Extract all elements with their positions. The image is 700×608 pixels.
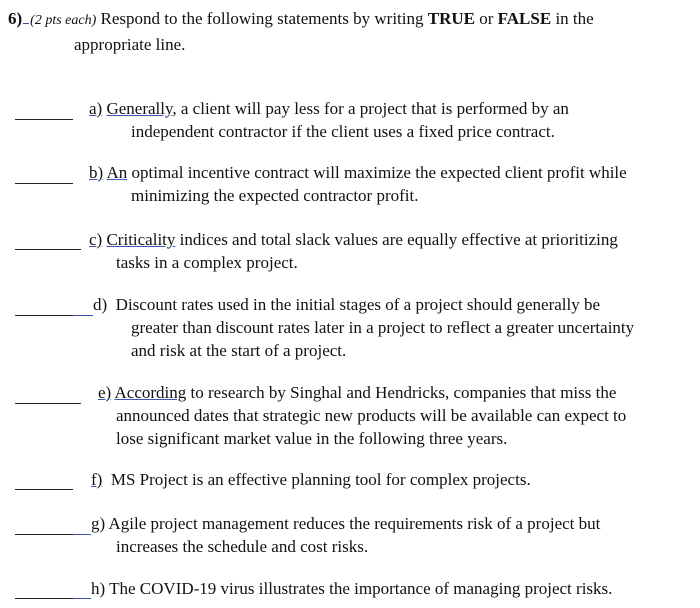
label-f: f) — [91, 470, 103, 489]
true-word: TRUE — [427, 9, 475, 28]
false-word: FALSE — [497, 9, 552, 28]
statement-h-line1: The COVID-19 virus illustrates the importance of managing project risks. — [109, 579, 613, 598]
label-c: c) — [89, 230, 103, 249]
answer-line-h-ext — [73, 598, 91, 599]
lead-word-e: According — [114, 383, 187, 402]
statement-c-line1: indices and total slack values are equally effective at prioritizing — [179, 230, 618, 249]
statement-b-line1: optimal incentive contract will maximize the expected client profit while — [131, 163, 627, 182]
header-line-2: appropriate line. — [74, 35, 186, 54]
answer-line-d-ext — [73, 315, 93, 316]
statement-e-line3: lose significant market value in the following three years. — [116, 429, 508, 448]
statement-f-line1: MS Project is an effective planning tool for complex projects. — [110, 470, 531, 489]
or-word: or — [479, 9, 494, 28]
statement-e-line1: to research by Singhal and Hendricks, companies that miss the — [190, 383, 617, 402]
statement-a-line2: independent contractor if the client uses a fixed price contract. — [131, 122, 555, 141]
statement-d-line1: Discount rates used in the initial stages of a project should generally be — [115, 295, 601, 314]
label-g: g) — [91, 514, 106, 533]
answer-line-d[interactable] — [15, 315, 73, 316]
answer-line-e[interactable] — [15, 403, 81, 404]
question-number: 6) — [8, 9, 23, 28]
label-a: a) — [89, 99, 103, 118]
statement-g-line1: Agile project management reduces the requirements risk of a project but — [108, 514, 601, 533]
label-h: h) — [91, 579, 106, 598]
answer-line-h[interactable] — [15, 598, 73, 599]
points-note: (2 pts each) — [30, 13, 97, 28]
lead-word-c: Criticality — [106, 230, 176, 249]
statement-d-line3: and risk at the start of a project. — [131, 341, 347, 360]
lead-word-b: An — [106, 163, 128, 182]
label-d: d) — [93, 295, 108, 314]
answer-line-f[interactable] — [15, 489, 73, 490]
answer-line-g[interactable] — [15, 534, 73, 535]
statement-d-line2: greater than discount rates later in a project to reflect a greater uncertainty — [131, 318, 635, 337]
answer-line-a[interactable] — [15, 119, 73, 120]
answer-line-c[interactable] — [15, 249, 81, 250]
lead-word-a: Generally — [106, 99, 173, 118]
statement-c-line2: tasks in a complex project. — [116, 253, 298, 272]
label-e: e) — [98, 383, 112, 402]
answer-line-g-ext — [73, 534, 91, 535]
statement-b-line2: minimizing the expected contractor profit. — [131, 186, 419, 205]
statement-e-line2: announced dates that strategic new products will be available can expect to — [116, 406, 627, 425]
answer-line-b[interactable] — [15, 183, 73, 184]
number-blank — [23, 23, 29, 24]
instruction-text: Respond to the following statements by writing — [100, 9, 424, 28]
label-b: b) — [89, 163, 104, 182]
instruction-tail: in the — [555, 9, 594, 28]
question-header — [8, 7, 694, 57]
header-line-1 — [8, 7, 694, 33]
statement-a-line1: , a client will pay less for a project that is performed by an — [172, 99, 569, 118]
statement-g-line2: increases the schedule and cost risks. — [116, 537, 369, 556]
